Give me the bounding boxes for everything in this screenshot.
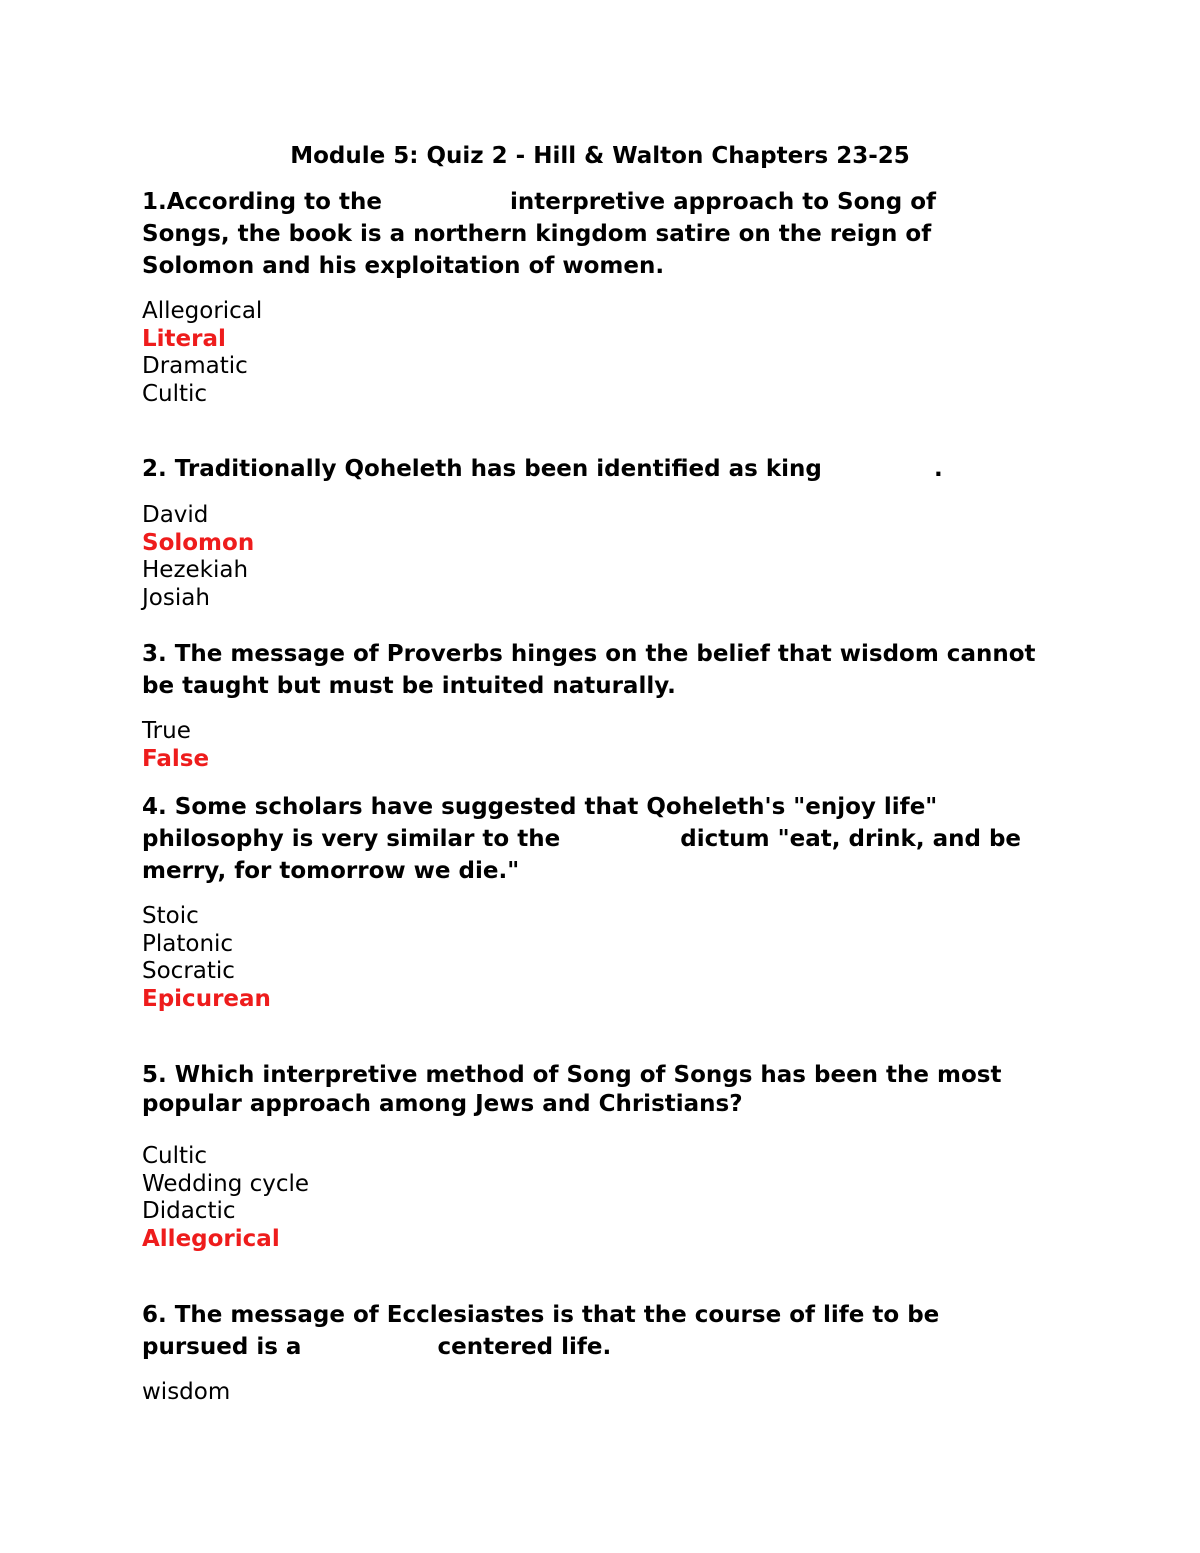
question-line: merry, for tomorrow we die." [142, 858, 520, 884]
answer-option: wisdom [142, 1379, 231, 1405]
question-2 [142, 453, 1072, 485]
answer-option: Cultic [142, 380, 208, 407]
question-line: 6. The message of Ecclesiastes is that the course of life to be [142, 1302, 940, 1328]
question-line: be taught but must be intuited naturally. [142, 673, 676, 699]
question-2-options [142, 502, 742, 612]
question-line: pursued is a centered life. [142, 1334, 612, 1360]
answer-option: Hezekiah [142, 557, 249, 583]
question-line: popular approach among Jews and Christians? [142, 1091, 743, 1117]
question-4-options [142, 903, 742, 1013]
correct-answer-option: Solomon [142, 529, 255, 556]
question-line: 1.According to the interpretive approach to Song of [142, 189, 937, 215]
answer-option: Socratic [142, 958, 235, 984]
question-4 [142, 791, 1072, 887]
answer-option: Wedding cycle [142, 1170, 310, 1197]
question-1-options [142, 298, 742, 408]
answer-option: Cultic [142, 1143, 208, 1169]
question-5 [142, 1059, 1072, 1120]
question-3 [142, 638, 1072, 702]
question-line: 3. The message of Proverbs hinges on the belief that wisdom cannot [142, 641, 1036, 667]
question-5-options [142, 1143, 742, 1253]
correct-answer-option: False [142, 745, 210, 772]
page-title: Module 5: Quiz 2 - Hill & Walton Chapters 23-25 [290, 143, 910, 169]
correct-answer-option: Allegorical [142, 1225, 280, 1252]
answer-option: David [142, 502, 209, 528]
question-line: philosophy is very similar to the dictum "eat, drink, and be [142, 826, 1022, 852]
answer-option: Didactic [142, 1198, 236, 1224]
question-line: 5. Which interpretive method of Song of Songs has been the most [142, 1062, 1002, 1088]
question-3-options [142, 718, 742, 773]
answer-option: Dramatic [142, 353, 248, 379]
answer-option: Allegorical [142, 298, 263, 324]
answer-option: Josiah [142, 584, 210, 611]
question-6 [142, 1299, 1072, 1363]
correct-answer-option: Epicurean [142, 985, 271, 1012]
question-6-options [142, 1379, 742, 1407]
answer-option: Platonic [142, 930, 234, 957]
question-line: Songs, the book is a northern kingdom satire on the reign of [142, 221, 932, 247]
correct-answer-option: Literal [142, 325, 226, 352]
answer-option: Stoic [142, 903, 199, 929]
question-line: 4. Some scholars have suggested that Qoheleth's "enjoy life" [142, 794, 938, 820]
question-line: 2. Traditionally Qoheleth has been identified as king . [142, 456, 943, 482]
answer-option: True [142, 718, 191, 744]
question-line: Solomon and his exploitation of women. [142, 253, 665, 279]
question-1 [142, 186, 1072, 282]
